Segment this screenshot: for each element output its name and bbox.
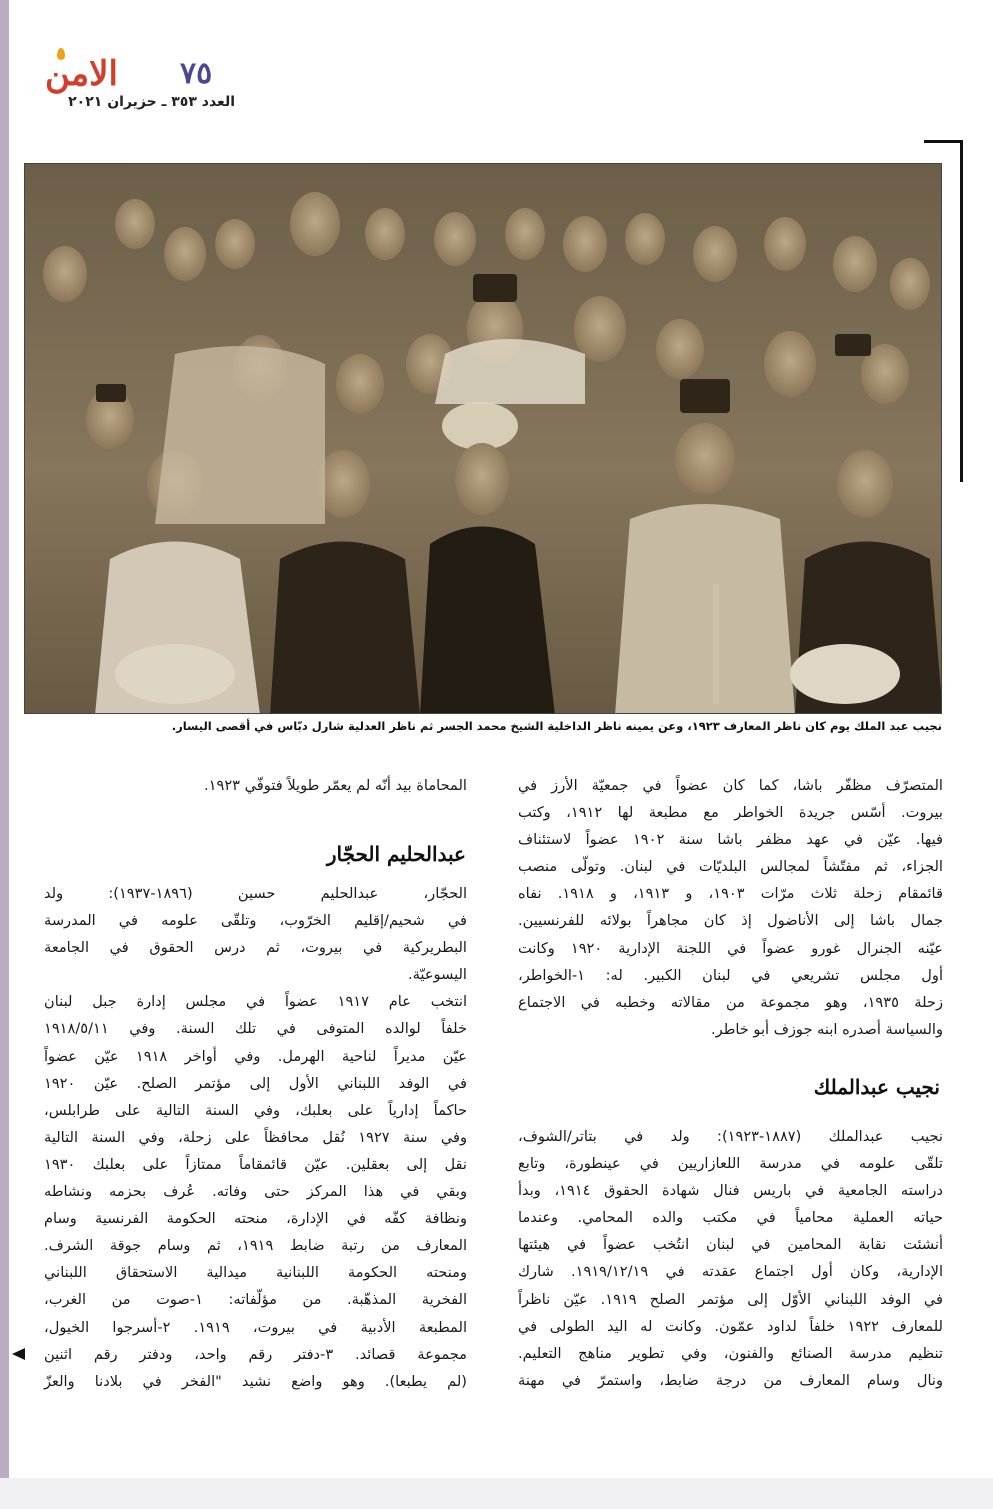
text-line: جمال باشا إلى الأناضول إذ كان مجاهراً بولائه للفرنسيين. [518, 912, 943, 930]
left-section-body [44, 880, 467, 1395]
text-line: وفي سنة ١٩٢٧ نُقل محافظاً على زحلة، وفي السنة التالية [44, 1128, 468, 1146]
text-line: ونظافة كفّه في الإدارة، منحته الحكومة الفرنسية وسام [44, 1210, 467, 1228]
text-line: (لم يطبعا). وهو واضع نشيد "الفخر في بلادنا والعزّ [44, 1372, 467, 1390]
text-line: زحلة ١٩٣٥، وهو مجموعة من مقالاته وخطبه في الاجتماع [518, 993, 943, 1011]
text-line: المتصرّف مظفّر باشا، كما كان عضواً في جمعيّة الأرز في [518, 777, 943, 794]
text-line: الإدارية، وكان أول اجتماع عقدته في ١٩١٩/١٢/١٩. شارك [518, 1263, 944, 1281]
text-line: الفخرية المذهّبة. من مؤلّفاته: ١-صوت من الغرب، [44, 1291, 468, 1309]
text-line: تلقّى علومه في مدرسة اللعازاريين في عينطورة، وتابع [518, 1155, 943, 1173]
text-line: تنظيم مدرسة الصنائع والفنون، وفي تطوير مناهج التعليم. [518, 1344, 943, 1362]
bottom-margin-band [0, 1478, 993, 1509]
group-photo [24, 163, 942, 714]
text-line: نجيب عبدالملك (١٨٨٧-١٩٢٣): ولد في بتاتر/الشوف، [518, 1128, 943, 1145]
text-line: ونال وسام المعارف من درجة ضابط، واستمرّ في مهنة [518, 1371, 943, 1389]
text-line: انتخب عام ١٩١٧ عضواً في مجلس إدارة جبل لبنان [44, 993, 467, 1011]
text-line: المطبعة الأدبية في بيروت، ١٩١٩. ٢-أسرجوا الخيول، [44, 1318, 467, 1336]
right-section-body [518, 1123, 943, 1394]
continue-arrow-icon [12, 1348, 25, 1360]
text-line: أنشئت نقابة المحامين في لبنان انتُخب عضواً في هيئتها [518, 1236, 943, 1254]
photo-caption: نجيب عبد الملك يوم كان ناظر المعارف ١٩٢٣، وعن يمينه ناظر الداخلية الشيخ محمد الجسر ثم ناظر العدلية شارل دبّاس في أقصى اليسار. [171, 719, 942, 733]
text-line: في الوفد اللبناني الأول إلى مؤتمر الصلح. عيّن ١٩٢٠ [44, 1074, 467, 1092]
text-line: عيّنه الجنرال غورو عضواً في اللجنة الإدارية ١٩٢٠ وكانت [518, 939, 943, 957]
frame-corner-vertical [960, 140, 963, 482]
section-heading-hajjar: عبدالحليم الحجّار [326, 842, 466, 866]
text-line: المحاماة بيد أنّه لم يعمّر طويلاً فتوفّي ١٩٢٣. [204, 777, 467, 794]
text-line: الجزاء، ثم مفتّشاً لمجالس البلديّات في لبنان. وتولّى منصب [518, 858, 943, 876]
right-intro-paragraph [518, 772, 943, 1043]
frame-corner-horizontal [924, 140, 963, 143]
text-line: نقل إلى بعقلين. عيّن قائمقاماً ممتازاً على بعلبك ١٩٣٠ [44, 1155, 467, 1173]
text-line: مجموعة قصائد. ٣-دفتر رقم واحد، ودفتر رقم اثنين [44, 1345, 467, 1363]
text-line: في شحيم/إقليم الخرّوب، وتلقّى علومه في المدرسة [44, 912, 467, 930]
issue-line: العدد ٣٥٣ ـ حزيران ٢٠٢١ [68, 94, 235, 110]
page-header [45, 48, 305, 128]
text-line: اليسوعيّة. [407, 966, 467, 984]
magazine-logo: الامن [45, 54, 118, 94]
text-line: خلفاً لوالده المتوفى في تلك السنة. وفي ١٩١٨/٥/١١ [44, 1020, 467, 1038]
text-line: فيها. عيّن في عهد مظفر باشا سنة ١٩٠٢ عضواً لاستئناف [518, 831, 944, 849]
text-line: البطريركية في بيروت، ثم درس الحقوق في الجامعة [44, 939, 467, 957]
text-line: وبقي في هذا المركز حتى وفاته. عُرف بحزمه ونشاطه [44, 1183, 467, 1201]
text-line: أول مجلس تشريعي في لبنان الكبير. له: ١-الخواطر، [518, 966, 943, 984]
text-line: بيروت. أسّس جريدة الخواطر مع مطبعة لها ١٩١٢، وكتب [518, 804, 943, 822]
text-line: ومنحته الحكومة اللبنانية ميدالية الاستحقاق اللبناني [44, 1264, 467, 1282]
page-number: ٧٥ [180, 56, 213, 91]
page-edge-strip [0, 0, 9, 1509]
text-line: دراسته الجامعية في باريس فنال شهادة الحقوق ١٩١٤، وبدأ [518, 1182, 943, 1200]
section-heading-najib: نجيب عبدالملك [813, 1075, 940, 1099]
text-line: في الوفد اللبناني الأوّل إلى مؤتمر الصلح ١٩١٩. عيّن ناظراً [518, 1290, 943, 1308]
text-line: الحجّار، عبدالحليم حسين (١٨٩٦-١٩٣٧): ولد [44, 885, 467, 902]
left-column [44, 772, 467, 799]
text-line: حاكماً إدارياً على بعلبك، وفي السنة التالية على طرابلس، [44, 1101, 467, 1119]
text-line: للمعارف ١٩٢٢ خلفاً لداود عمّون. وكانت له اليد الطولى في [518, 1317, 943, 1335]
text-line: حياته العملية محامياً في مكتب والده المحامي. وعندما [518, 1209, 943, 1227]
right-column [518, 772, 943, 1043]
group-photo-image [25, 164, 942, 714]
text-line: قائمقام زحلة ثلاث مرّات ١٩٠٣، و ١٩١٣، و ١٩١٨. نفاه [518, 885, 943, 903]
text-line: المعارف من رتبة ضابط ١٩١٩، ثم وسام جوقة الشرف. [44, 1237, 467, 1255]
text-line: والسياسة أصدره ابنه جوزف أبو خاطر. [711, 1020, 943, 1038]
text-line: عيّن مديراً لناحية الهرمل. وفي أواخر ١٩١٨ عيّن عضواً [44, 1047, 467, 1065]
